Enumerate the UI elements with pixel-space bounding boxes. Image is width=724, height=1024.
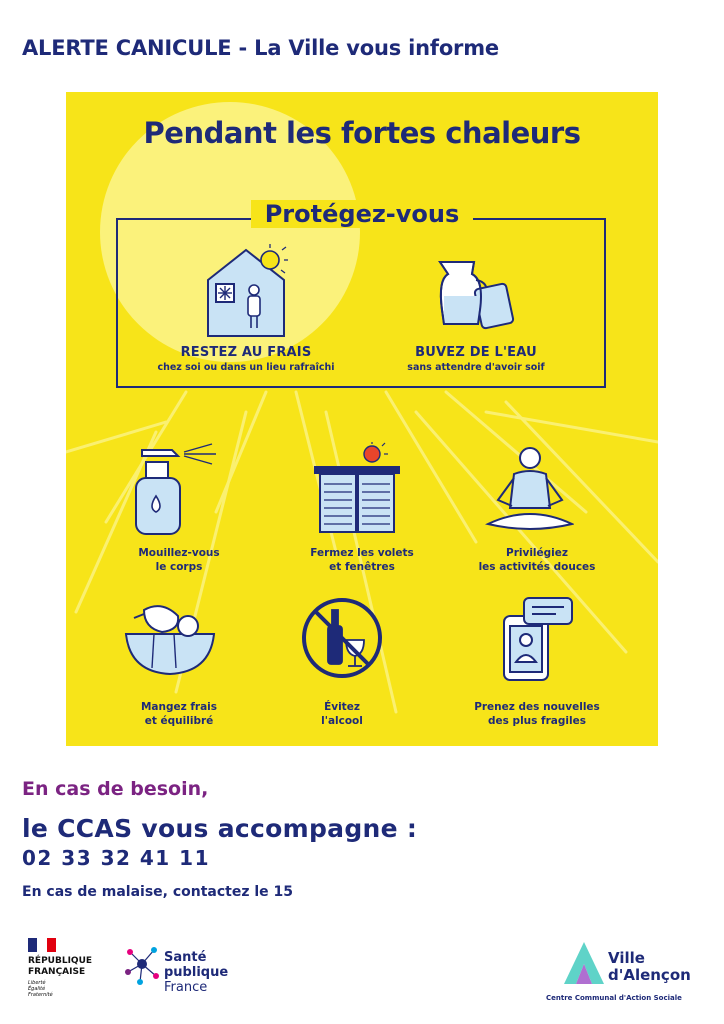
republique-francaise-logo: RÉPUBLIQUE FRANÇAISE: [28, 956, 93, 977]
emergency-note: En cas de malaise, contactez le 15: [22, 884, 294, 900]
no-alcohol-icon: [300, 596, 384, 680]
tip-gentle-activities: Privilégiez les activités douces: [478, 547, 596, 573]
page-title: ALERTE CANICULE - La Ville vous informe: [22, 36, 499, 60]
ccas-phone-number: 02 33 32 41 11: [22, 846, 211, 870]
ccas-heading: le CCAS vous accompagne :: [22, 814, 418, 843]
tip-stay-cool-sub: chez soi ou dans un lieu rafraîchi: [157, 362, 335, 373]
ccas-subtitle: Centre Communal d'Action Sociale: [546, 994, 682, 1002]
ville-alencon-logo: Ville d'Alençon: [608, 949, 691, 984]
shutters-icon: [310, 442, 410, 538]
poster-title: Pendant les fortes chaleurs: [143, 116, 581, 150]
sante-publique-france-logo: Santé publique France: [164, 950, 229, 995]
protect-title-text: Protégez-vous: [251, 200, 474, 228]
tip-avoid-alcohol: Évitez l'alcool: [321, 701, 363, 727]
phone-call-icon: [500, 596, 580, 682]
marianne-flag-icon: [28, 938, 56, 952]
tip-stay-cool-label: RESTEZ AU FRAIS: [180, 345, 312, 360]
need-heading: En cas de besoin,: [22, 778, 209, 800]
protect-title: [66, 200, 658, 228]
tip-wet-body: Mouillez-vous le corps: [138, 547, 220, 573]
tip-call-vulnerable: Prenez des nouvelles des plus fragiles: [474, 701, 600, 727]
spray-bottle-icon: [132, 442, 222, 538]
tip-drink-water-sub: sans attendre d'avoir soif: [407, 362, 545, 373]
heatwave-poster: [66, 92, 658, 746]
tip-close-shutters: Fermez les volets et fenêtres: [310, 547, 414, 573]
meditation-icon: [484, 444, 574, 536]
tip-eat-fresh: Mangez frais et équilibré: [140, 701, 218, 727]
tip-drink-water-label: BUVEZ DE L'EAU: [415, 345, 537, 360]
sante-publique-france-icon: [122, 942, 162, 986]
republic-motto: Liberté Égalité Fraternité: [28, 980, 53, 998]
salad-bowl-icon: [122, 598, 218, 678]
house-snowflake-icon: [204, 240, 288, 340]
ville-alencon-logo-icon: [562, 940, 606, 986]
water-jug-icon: [432, 250, 522, 336]
